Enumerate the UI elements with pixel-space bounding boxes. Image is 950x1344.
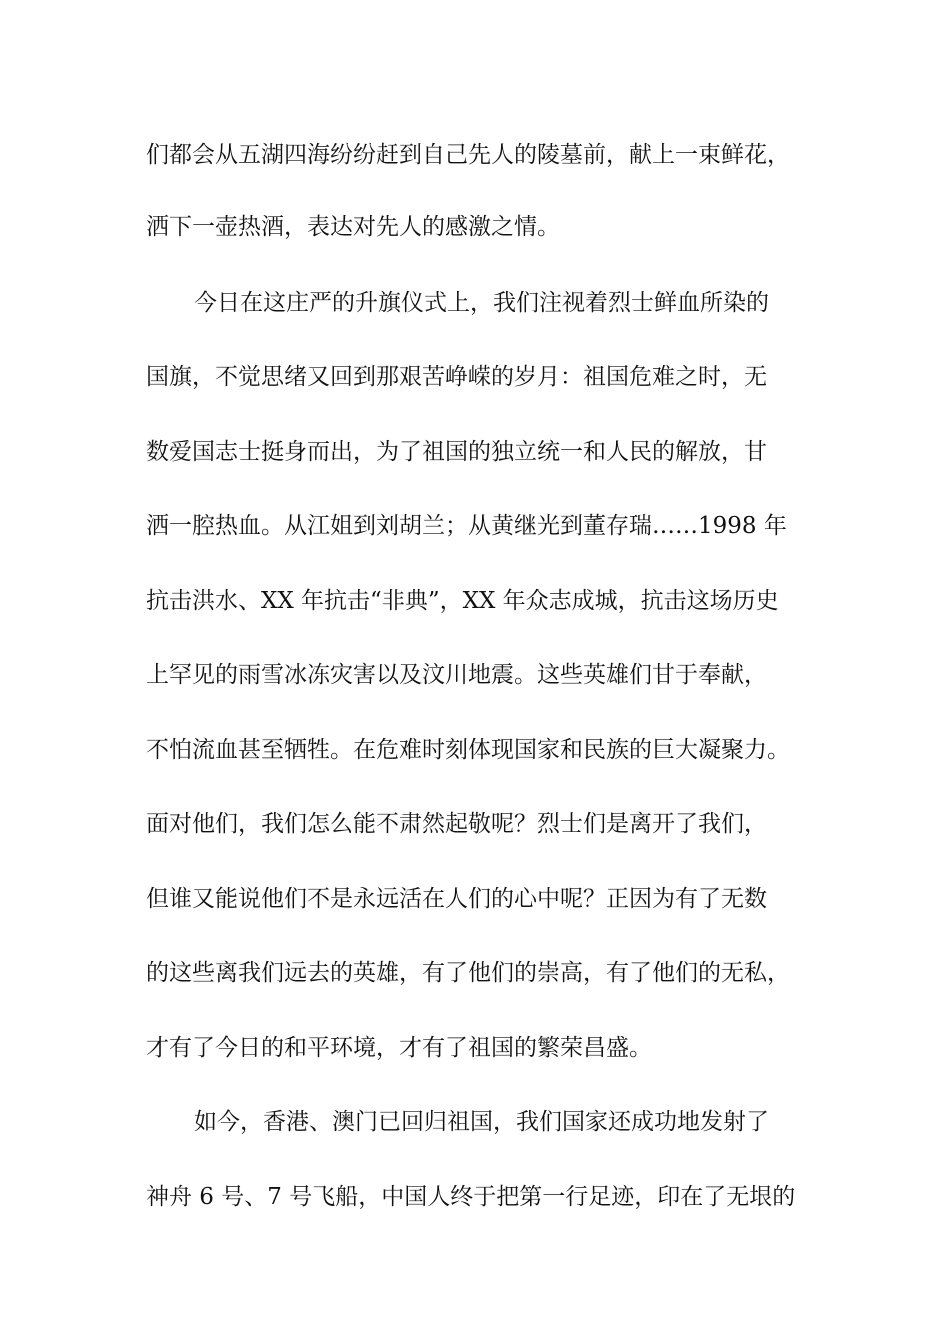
text-line: 不怕流血甚至牺牲。在危难时刻体现国家和民族的巨大凝聚力。 [146, 737, 790, 763]
text-line: 们都会从五湖四海纷纷赶到自己先人的陵墓前，献上一束鲜花， [146, 142, 790, 168]
text-line: 国旗，不觉思绪又回到那艰苦峥嵘的岁月：祖国危难之时，无 [146, 364, 767, 390]
text-line: 洒下一壶热酒，表达对先人的感激之情。 [146, 214, 560, 240]
text-line: 但谁又能说他们不是永远活在人们的心中呢？正因为有了无数 [146, 886, 767, 912]
text-line: 上罕见的雨雪冰冻灾害以及汶川地震。这些英雄们甘于奉献， [146, 662, 767, 688]
text-line: 面对他们，我们怎么能不肃然起敬呢？烈士们是离开了我们， [146, 811, 767, 837]
paragraph-first-line: 如今，香港、澳门已回归祖国，我们国家还成功地发射了 [194, 1109, 769, 1135]
text-line: 数爱国志士挺身而出，为了祖国的独立统一和人民的解放，甘 [146, 439, 767, 465]
text-line: 才有了今日的和平环境，才有了祖国的繁荣昌盛。 [146, 1035, 652, 1061]
text-line: 的这些离我们远去的英雄，有了他们的崇高，有了他们的无私， [146, 960, 790, 986]
text-line: 神舟 6 号、7 号飞船，中国人终于把第一行足迹，印在了无垠的 [146, 1184, 796, 1210]
paragraph-first-line: 今日在这庄严的升旗仪式上，我们注视着烈士鲜血所染的 [194, 290, 769, 316]
text-line: 抗击洪水、XX 年抗击“非典”，XX 年众志成城，抗击这场历史 [146, 588, 779, 614]
text-line: 洒一腔热血。从江姐到刘胡兰；从黄继光到董存瑞……1998 年 [146, 513, 787, 539]
